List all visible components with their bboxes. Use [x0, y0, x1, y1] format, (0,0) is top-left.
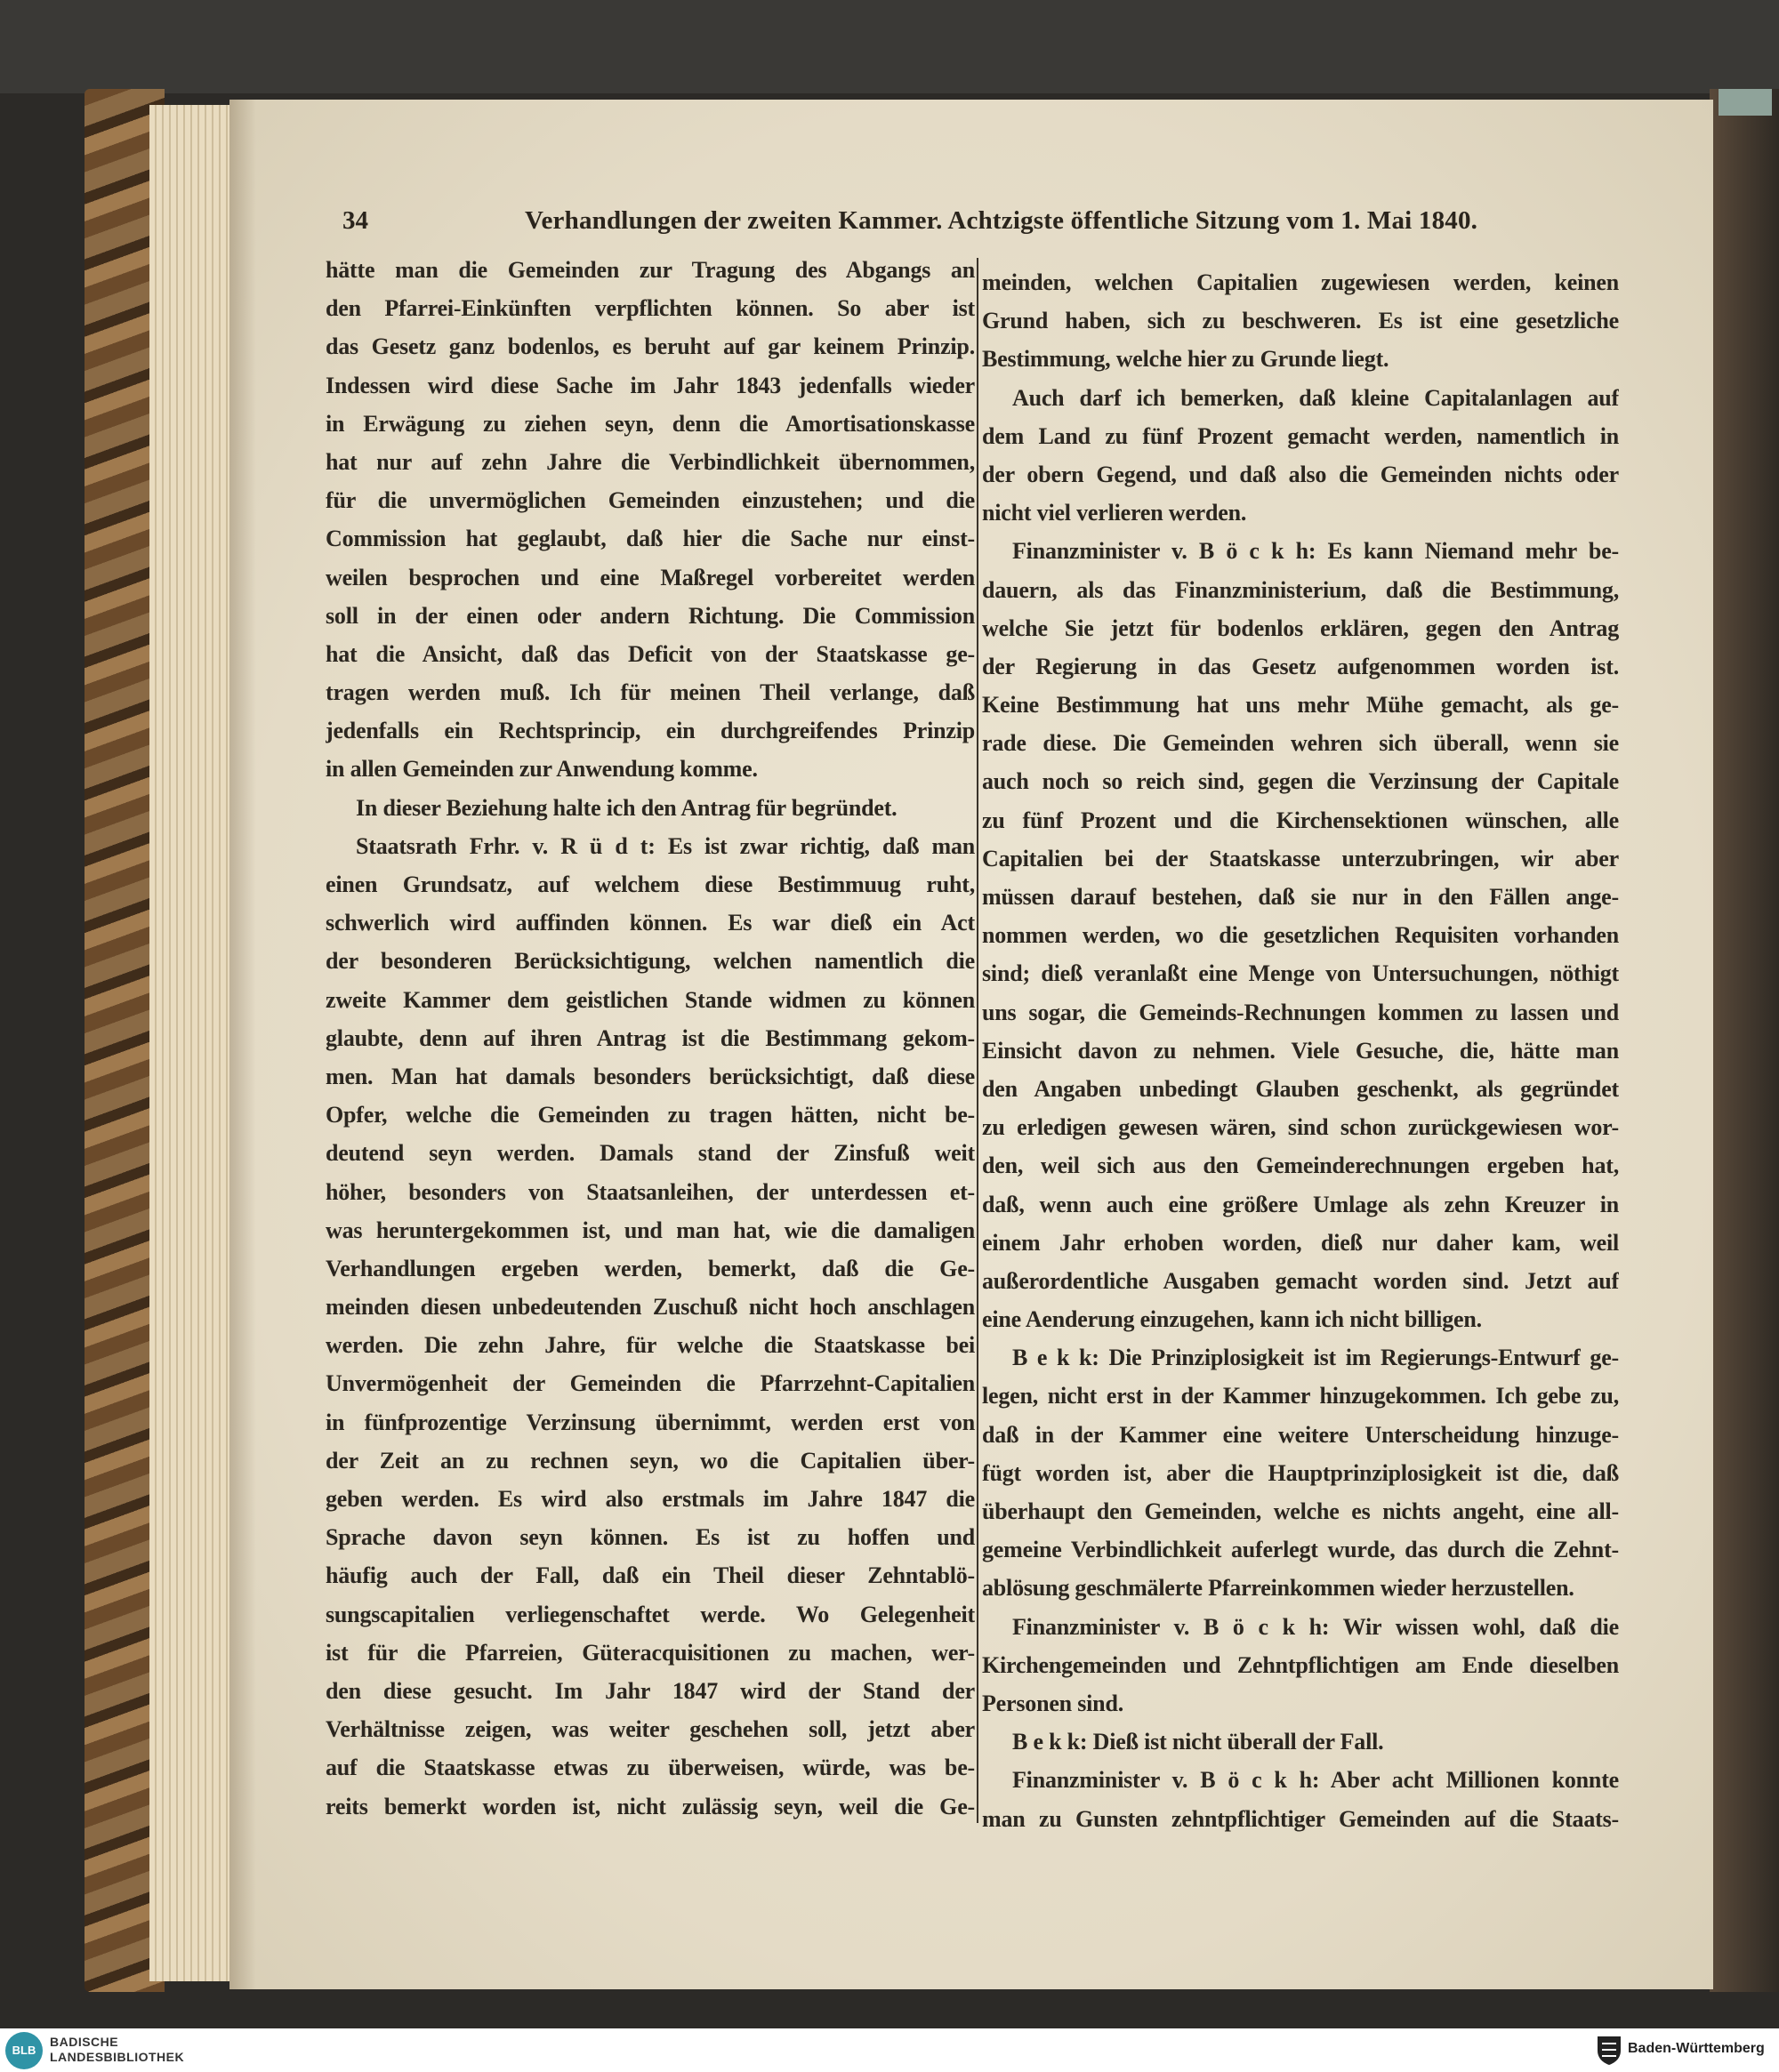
text-line: Sprache davon seyn können. Es ist zu hoffen und	[326, 1524, 975, 1551]
text-line: deutend seyn werden. Damals stand der Zinsfuß weit	[326, 1140, 975, 1167]
text-line: reits bemerkt worden ist, nicht zulässig seyn, weil die Ge-	[326, 1793, 975, 1819]
state-coat-of-arms-icon	[1596, 2035, 1622, 2067]
text-line: Unvermögenheit der Gemeinden die Pfarrzehnt-Capitalien	[326, 1370, 975, 1397]
text-line: für die unvermöglichen Gemeinden einzustehen; und die	[326, 487, 975, 514]
text-line: uns sogar, die Gemeinds-Rechnungen kommen zu lassen und	[982, 999, 1619, 1025]
text-line: B e k k: Dieß ist nicht überall der Fall.	[1012, 1729, 1384, 1755]
text-line: den Angaben unbedingt Glauben geschenkt, als gegründet	[982, 1075, 1619, 1102]
gutter-shadow	[229, 100, 256, 1989]
text-line: werden. Die zehn Jahre, für welche die Staatskasse bei	[326, 1332, 975, 1359]
text-line: auf die Staatskasse etwas zu überweisen, würde, was be-	[326, 1755, 975, 1781]
text-line: Einsicht davon zu nehmen. Viele Gesuche, die, hätte man	[982, 1037, 1619, 1064]
text-line: soll in der einen oder andern Richtung. Die Commission	[326, 602, 975, 629]
text-line: höher, besonders von Staatsanleihen, der unterdessen et-	[326, 1178, 975, 1205]
text-line: nicht viel verlieren werden.	[982, 500, 1247, 526]
text-line: jedenfalls ein Rechtsprincip, ein durchgreifendes Prinzip	[326, 718, 975, 744]
text-line: Verhandlungen ergeben werden, bemerkt, daß die Ge-	[326, 1255, 975, 1281]
text-line: einem Jahr erhoben worden, dieß nur daher kam, weil	[982, 1229, 1619, 1256]
text-line: weilen besprochen und eine Maßregel vorbereitet werden	[326, 564, 975, 590]
text-line: das Gesetz ganz bodenlos, es beruht auf gar keinem Prinzip.	[326, 333, 975, 360]
text-column-right	[982, 263, 1619, 1838]
text-line: fügt worden ist, aber die Hauptprinziplosigkeit ist die, daß	[982, 1459, 1619, 1486]
scan-background-bottom	[0, 1992, 1779, 2029]
state-name[interactable]: Baden-Württemberg	[1628, 2041, 1765, 2056]
text-line: Auch darf ich bemerken, daß kleine Capitalanlagen auf	[1012, 384, 1619, 411]
text-line: daß, wenn auch eine größere Umlage als zehn Kreuzer in	[982, 1191, 1619, 1217]
text-line: zu erledigen gewesen wären, sind schon zurückgewiesen wor-	[982, 1114, 1619, 1141]
text-line: man zu Gunsten zehntpflichtiger Gemeinden auf die Staats-	[982, 1805, 1619, 1832]
scan-background-top	[0, 0, 1779, 93]
text-line: den, weil sich aus den Gemeinderechnungen ergeben hat,	[982, 1152, 1619, 1179]
text-line: überhaupt den Gemeinden, welche es nichts angeht, eine all-	[982, 1498, 1619, 1524]
text-line: müssen darauf bestehen, daß sie nur in den Fällen ange-	[982, 884, 1619, 910]
text-line: men. Man hat damals besonders berücksichtigt, daß diese	[326, 1063, 975, 1089]
text-line: auch noch so reich sind, gegen die Verzinsung der Capitale	[982, 768, 1619, 795]
text-line: in Erwägung zu ziehen seyn, denn die Amortisationskasse	[326, 410, 975, 437]
text-line: sind; dieß veranlaßt eine Menge von Untersuchungen, nöthigt	[982, 960, 1619, 987]
text-line: rade diese. Die Gemeinden wehren sich überall, wenn sie	[982, 730, 1619, 757]
text-line: Commission hat geglaubt, daß hier die Sache nur einst-	[326, 526, 975, 552]
library-name-line2: LANDESBIBLIOTHEK	[50, 2050, 185, 2064]
text-line: Opfer, welche die Gemeinden zu tragen hätten, nicht be-	[326, 1102, 975, 1128]
text-line: hat nur auf zehn Jahre die Verbindlichkeit übernommen,	[326, 448, 975, 475]
text-line: dem Land zu fünf Prozent gemacht werden, namentlich in	[982, 422, 1619, 449]
text-line: meinden diesen unbedeutenden Zuschuß nicht hoch anschlagen	[326, 1294, 975, 1321]
text-line: dauern, als das Finanzministerium, daß die Bestimmung,	[982, 576, 1619, 603]
text-line: der obern Gegend, und daß also die Gemeinden nichts oder	[982, 461, 1619, 487]
text-line: den Pfarrei-Einkünften verpflichten können. So aber ist	[326, 295, 975, 322]
text-line: der Zeit an zu rechnen seyn, wo die Capitalien über-	[326, 1447, 975, 1474]
text-line: der Regierung in das Gesetz aufgenommen worden ist.	[982, 653, 1619, 679]
text-line: außerordentliche Ausgaben gemacht worden sind. Jetzt auf	[982, 1267, 1619, 1294]
text-line: Kirchengemeinden und Zehntpflichtigen am Ende dieselben	[982, 1651, 1619, 1678]
text-line: Capitalien bei der Staatskasse unterzubringen, wir aber	[982, 845, 1619, 871]
text-line: welche Sie jetzt für bodenlos erklären, gegen den Antrag	[982, 614, 1619, 641]
text-line: gemeine Verbindlichkeit auferlegt wurde, das durch die Zehnt-	[982, 1537, 1619, 1563]
text-line: Indessen wird diese Sache im Jahr 1843 jedenfalls wieder	[326, 372, 975, 398]
column-divider	[977, 258, 978, 1823]
text-line: den diese gesucht. Im Jahr 1847 wird der Stand der	[326, 1677, 975, 1704]
text-line: in allen Gemeinden zur Anwendung komme.	[326, 756, 758, 783]
text-line: ablösung geschmälerte Pfarreinkommen wieder herzustellen.	[982, 1575, 1574, 1602]
text-line: Grund haben, sich zu beschweren. Es ist eine gesetzliche	[982, 308, 1619, 334]
text-line: Personen sind.	[982, 1690, 1124, 1716]
page-edges	[149, 105, 234, 1981]
library-name-line1: BADISCHE	[50, 2035, 119, 2049]
text-line: sungscapitalien verliegenschaftet werde. Wo Gelegenheit	[326, 1601, 975, 1627]
text-line: zweite Kammer dem geistlichen Stande widmen zu können	[326, 986, 975, 1013]
running-header	[342, 206, 1641, 245]
text-line: Keine Bestimmung hat uns mehr Mühe gemacht, als ge-	[982, 692, 1619, 719]
text-line: Finanzminister v. B ö c k h: Wir wissen wohl, daß die	[1012, 1613, 1619, 1640]
book-cover-right	[1710, 89, 1779, 1992]
running-title: Verhandlungen der zweiten Kammer. Achtzigste öffentliche Sitzung vom 1. Mai 1840.	[525, 206, 1478, 235]
text-line: Bestimmung, welche hier zu Grunde liegt.	[982, 346, 1389, 373]
text-line: legen, nicht erst in der Kammer hinzugekommen. Ich gebe zu,	[982, 1383, 1619, 1409]
text-line: B e k k: Die Prinziplosigkeit ist im Regierungs-Entwurf ge-	[1012, 1345, 1619, 1371]
library-name[interactable]	[50, 2035, 184, 2065]
cover-edge	[1719, 89, 1772, 116]
text-line: Finanzminister v. B ö c k h: Es kann Niemand mehr be-	[1012, 538, 1619, 565]
text-line: In dieser Beziehung halte ich den Antrag für begründet.	[356, 794, 898, 821]
text-line: Staatsrath Frhr. v. R ü d t: Es ist zwar richtig, daß man	[356, 832, 975, 859]
text-line: zu fünf Prozent und die Kirchensektionen wünschen, alle	[982, 807, 1619, 833]
text-column-left	[326, 251, 975, 1826]
text-line: meinden, welchen Capitalien zugewiesen werden, keinen	[982, 269, 1619, 295]
text-line: glaubte, denn auf ihren Antrag ist die Bestimmang gekom-	[326, 1024, 975, 1051]
page-number: 34	[342, 206, 368, 235]
text-line: der besonderen Berücksichtigung, welchen namentlich die	[326, 948, 975, 975]
text-line: tragen werden muß. Ich für meinen Theil verlange, daß	[326, 679, 975, 706]
text-line: schwerlich wird auffinden können. Es war dieß ein Act	[326, 910, 975, 936]
text-line: ist für die Pfarreien, Güteracquisitionen zu machen, wer-	[326, 1639, 975, 1666]
text-line: einen Grundsatz, auf welchem diese Bestimmuug ruht,	[326, 871, 975, 897]
text-line: hätte man die Gemeinden zur Tragung des Abgangs an	[326, 257, 975, 283]
text-line: daß in der Kammer eine weitere Unterscheidung hinzuge-	[982, 1421, 1619, 1448]
text-line: was heruntergekommen ist, und man hat, wie die damaligen	[326, 1217, 975, 1243]
text-line: Verhältnisse zeigen, was weiter geschehen soll, jetzt aber	[326, 1716, 975, 1743]
footer-bar	[0, 2028, 1779, 2072]
text-line: in fünfprozentige Verzinsung übernimmt, werden erst von	[326, 1409, 975, 1435]
text-line: Finanzminister v. B ö c k h: Aber acht Millionen konnte	[1012, 1767, 1619, 1794]
text-line: eine Aenderung einzugehen, kann ich nicht billigen.	[982, 1306, 1482, 1333]
text-line: häufig auch der Fall, daß ein Theil dieser Zehntablö-	[326, 1562, 975, 1589]
text-line: geben werden. Es wird also erstmals im Jahre 1847 die	[326, 1486, 975, 1512]
text-line: hat die Ansicht, daß das Deficit von der Staatskasse ge-	[326, 640, 975, 667]
text-line: nommen werden, wo die gesetzlichen Requisiten vorhanden	[982, 922, 1619, 949]
blb-logo-icon[interactable]: BLB	[5, 2032, 43, 2069]
